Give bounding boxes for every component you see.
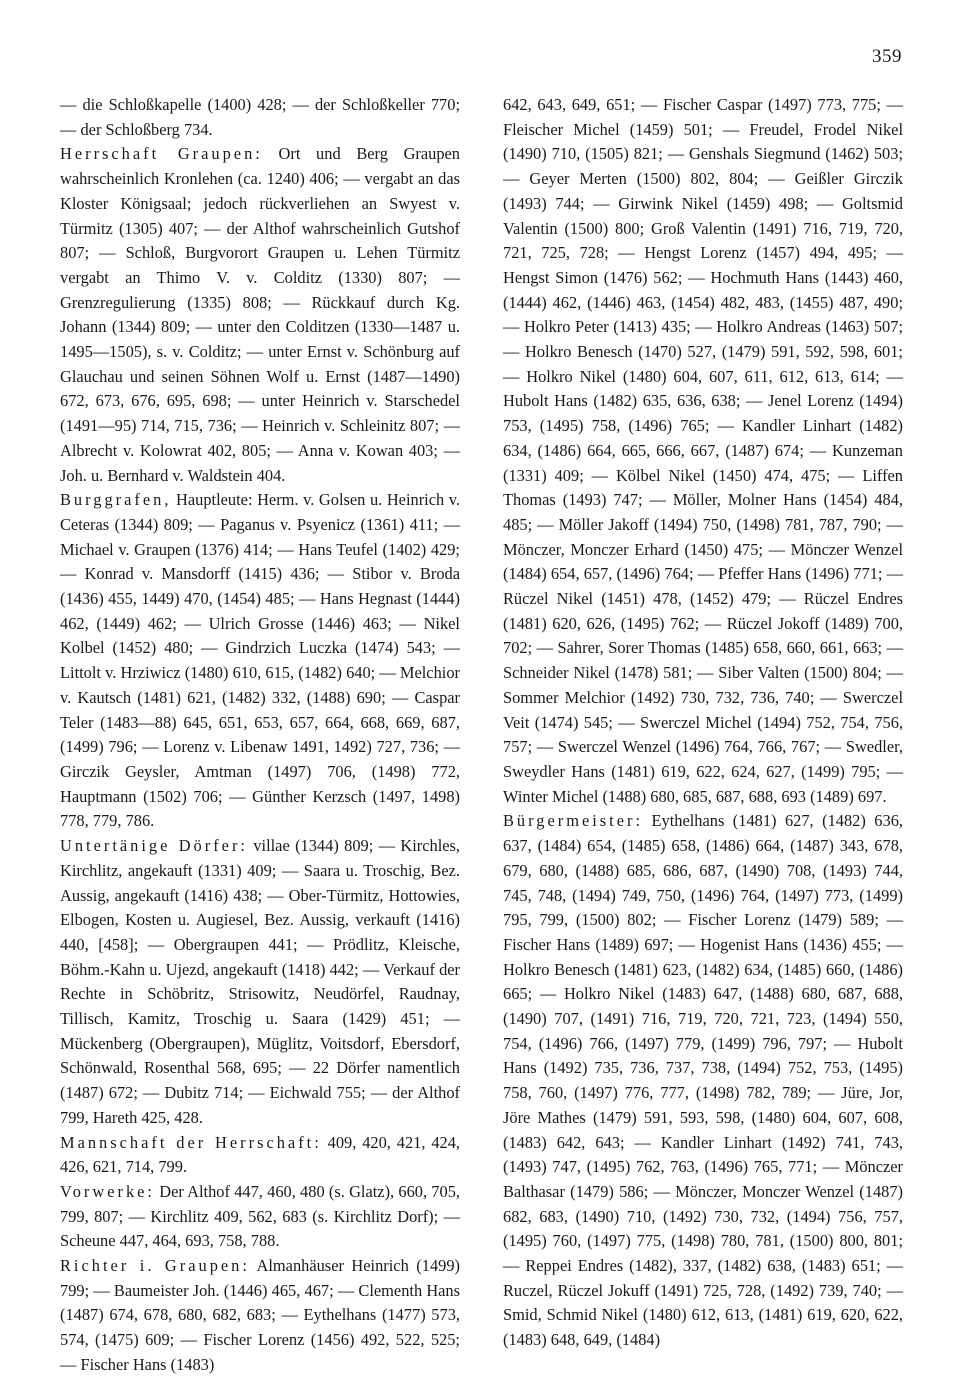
section-heading: Vorwerke: [60,1181,155,1201]
paragraph [60,1180,460,1254]
paragraph-text: villae (1344) 809; — Kirchles, Kirchlitz, angekauft (1331) 409; — Saara u. Troschig, Bez. Aussig, angekauft (1416) 438; — Ober-Türmitz, Hottowies, Elbogen, Kosten u. Augiesel, Bez. Aussig, verkauft (1416) 440, [458]; — Obergraupen 441; — Prödlitz, Kleische, Böhm.-Kahn u. Ujezd, angekauft (1418) 442; — Verkauf der Rechte in Schöbritz, Strisowitz, Neudörfel, Raudnay, Tillisch, Kamitz, Troschig u. Saara (1429) 451; — Mückenberg (Obergraupen), Müglitz, Voitsdorf, Ebersdorf, Schönwald, Rosenthal 568, 695; — 22 Dörfer namentlich (1487) 672; — Dubitz 714; — Eichwald 755; — der Althof 799, Hareth 425, 428. [60,836,461,1127]
paragraph [60,1254,460,1378]
section-heading: Bürgermeister: [503,811,644,831]
paragraph-text: Almanhäuser Heinrich (1499) 799; — Baumeister Joh. (1446) 465, 467; — Clementh Hans (1487) 674, 678, 680, 682, 683; — Eythelhans (1477) 573, 574, (1475) 609; — Fischer Lorenz (1456) 492, 522, 525; — Fischer Hans (1483) [60,1256,460,1374]
paragraph [60,93,460,142]
right-column [503,93,903,1353]
section-heading: Untertänige Dörfer: [60,836,248,856]
paragraph [60,142,460,488]
left-column [60,93,460,1378]
paragraph [60,488,460,834]
section-heading: Burggrafen, [60,490,172,510]
section-heading: Mannschaft der Herrschaft: [60,1132,322,1152]
page-number: 359 [872,46,902,67]
section-heading: Herrschaft Graupen: [60,144,263,164]
paragraph [60,834,460,1130]
paragraph-text: Der Althof 447, 460, 480 (s. Glatz), 660, 705, 799, 807; — Kirchlitz 409, 562, 683 (s. Kirchlitz Dorf); — Scheune 447, 464, 693, 758, 788. [60,1181,460,1251]
paragraph-text: Eythelhans (1481) 627, (1482) 636, 637, (1484) 654, (1485) 658, (1486) 664, (1487) 343, 678, 679, 680, (1488) 685, 686, 687, (1490) 708, (1493) 744, 745, 748, (1494) 749, 750, (1496) 764, (1497) 773, (1499) 795, 799, (1500) 802; — Fischer Lorenz (1479) 589; — Fischer Hans (1489) 697; — Hogenist Hans (1436) 455; — Holkro Benesch (1481) 623, (1482) 634, (1485) 660, (1486) 665; — Holkro Nikel (1483) 647, (1488) 680, 687, 688, (1490) 707, (1491) 716, 719, 720, 721, 723, (1494) 550, 754, (1496) 766, (1497) 779, (1499) 796, 797; — Hubolt Hans (1492) 735, 736, 737, 738, (1494) 752, 753, (1495) 758, 760, (1497) 776, 777, (1498) 782, 789; — Jüre, Jor, Jöre Mathes (1479) 591, 593, 598, (1480) 604, 607, 608, (1483) 642, 643; — Kandler Linhart (1492) 741, 743, (1493) 747, (1495) 762, 763, (1496) 765, 771; — Mönczer Balthasar (1479) 586; — Mönczer, Monczer Wenzel (1487) 682, 683, (1490) 710, (1492) 730, 732, (1494) 756, 757, (1495) 760, (1497) 775, (1498) 780, 781, (1500) 800, 801; — Reppei Endres (1482), 337, (1482) 638, (1483) 651; — Ruczel, Rüczel Jokuff (1491) 725, 728, (1492) 739, 740; —Smid, Schmid Nikel (1480) 612, 613, (1481) 619, 620, 622, (1483) 648, 649, (1484) [503,811,903,1350]
paragraph [503,93,903,809]
paragraph-text: 642, 643, 649, 651; — Fischer Caspar (1497) 773, 775; — Fleischer Michel (1459) 501; — Freudel, Frodel Nikel (1490) 710, (1505) 821; — Genshals Siegmund (1462) 503; — Geyer Merten (1500) 802, 804; — Geißler Girczik (1493) 744; — Girwink Nikel (1459) 498; — Goltsmid Valentin (1500) 800; Groß Valentin (1491) 716, 719, 720, 721, 725, 728; — Hengst Lorenz (1457) 494, 495; — Hengst Simon (1476) 562; — Hochmuth Hans (1443) 460, (1444) 462, (1446) 463, (1454) 482, 483, (1455) 487, 490; — Holkro Peter (1413) 435; — Holkro Andreas (1463) 507; — Holkro Benesch (1470) 527, (1479) 591, 592, 598, 601; — Holkro Nikel (1480) 604, 607, 611, 612, 613, 614; — Hubolt Hans (1482) 635, 636, 638; — Jenel Lorenz (1494) 753, (1495) 758, (1496) 765; — Kandler Linhart (1482) 634, (1486) 664, 665, 666, 667, (1487) 674; — Kunzeman (1331) 409; — Kölbel Nikel (1450) 474, 475; — Liffen Thomas (1493) 747; — Möller, Molner Hans (1454) 484, 485; — Möller Jakoff (1494) 750, (1498) 781, 787, 790; — Mönczer, Monczer Erhard (1450) 475; — Mönczer Wenzel (1484) 654, 657, (1496) 764; — Pfeffer Hans (1496) 771; — Rüczel Nikel (1451) 478, (1452) 479; — Rüczel Endres (1481) 620, 626, (1495) 762; — Rüczel Jokoff (1489) 700, 702; — Sahrer, Sorer Thomas (1485) 658, 660, 661, 663; — Schneider Nikel (1478) 581; — Siber Valten (1500) 804; — Sommer Melchior (1492) 730, 732, 736, 740; — Swerczel Veit (1474) 545; — Swerczel Michel (1494) 752, 754, 756, 757; — Swerczel Wenzel (1496) 764, 766, 767; — Swedler, Sweydler Hans (1481) 619, 622, 624, 627, (1499) 795; — Winter Michel (1488) 680, 685, 687, 688, 693 (1489) 697. [503,95,903,806]
paragraph-text: Ort und Berg Graupen wahrscheinlich Kronlehen (ca. 1240) 406; — vergabt an das Kloster Königsaal; jedoch rückverliehen an Swyest v. Türmitz (1305) 407; — der Althof wahrscheinlich Gutshof 807; — Schloß, Burgvorort Graupen u. Lehen Türmitz vergabt an Thimo V. v. Colditz (1330) 807; — Grenzregulierung (1335) 808; — Rückkauf durch Kg. Johann (1344) 809; — unter den Colditzen (1330—1487 u. 1495—1505), s. v. Colditz; — unter Ernst v. Schönburg auf Glauchau und seinen Söhnen Wolf u. Ernst (1487—1490) 672, 673, 676, 695, 698; — unter Heinrich v. Starschedel (1491—95) 714, 715, 736; — Heinrich v. Schleinitz 807; — Albrecht v. Kolowrat 402, 805; — Anna v. Kowan 403; — Joh. u. Bernhard v. Waldstein 404. [60,144,461,485]
section-heading: Richter i. Graupen: [60,1256,250,1276]
paragraph-text: Hauptleute: Herm. v. Golsen u. Heinrich v. Ceteras (1344) 809; — Paganus v. Psyenicz (1361) 411; — Michael v. Graupen (1376) 414; — Hans Teufel (1402) 429; — Konrad v. Mansdorff (1415) 436; — Stibor v. Broda (1436) 455, 1449) 470, (1454) 485; — Hans Hegnast (1444) 462, (1449) 462; — Ulrich Grosse (1446) 463; — Nikel Kolbel (1452) 480; — Gindrzich Luczka (1474) 543; — Littolt v. Hrziwicz (1480) 610, 615, (1482) 640; — Melchior v. Kautsch (1481) 621, (1482) 332, (1488) 690; — Caspar Teler (1483—88) 645, 651, 653, 657, 664, 668, 669, 687, (1499) 796; — Lorenz v. Libenaw 1491, 1492) 727, 736; — Girczik Geysler, Amtman (1497) 706, (1498) 772, Hauptmann (1502) 706; — Günther Kerzsch (1497, 1498) 778, 779, 786. [60,490,460,831]
paragraph-text: 409, 420, 421, 424, 426, 621, 714, 799. [60,1132,461,1177]
paragraph-text: — die Schloßkapelle (1400) 428; — der Schloßkeller 770; — der Schloßberg 734. [60,95,460,139]
paragraph [60,1131,460,1180]
paragraph [503,809,903,1352]
